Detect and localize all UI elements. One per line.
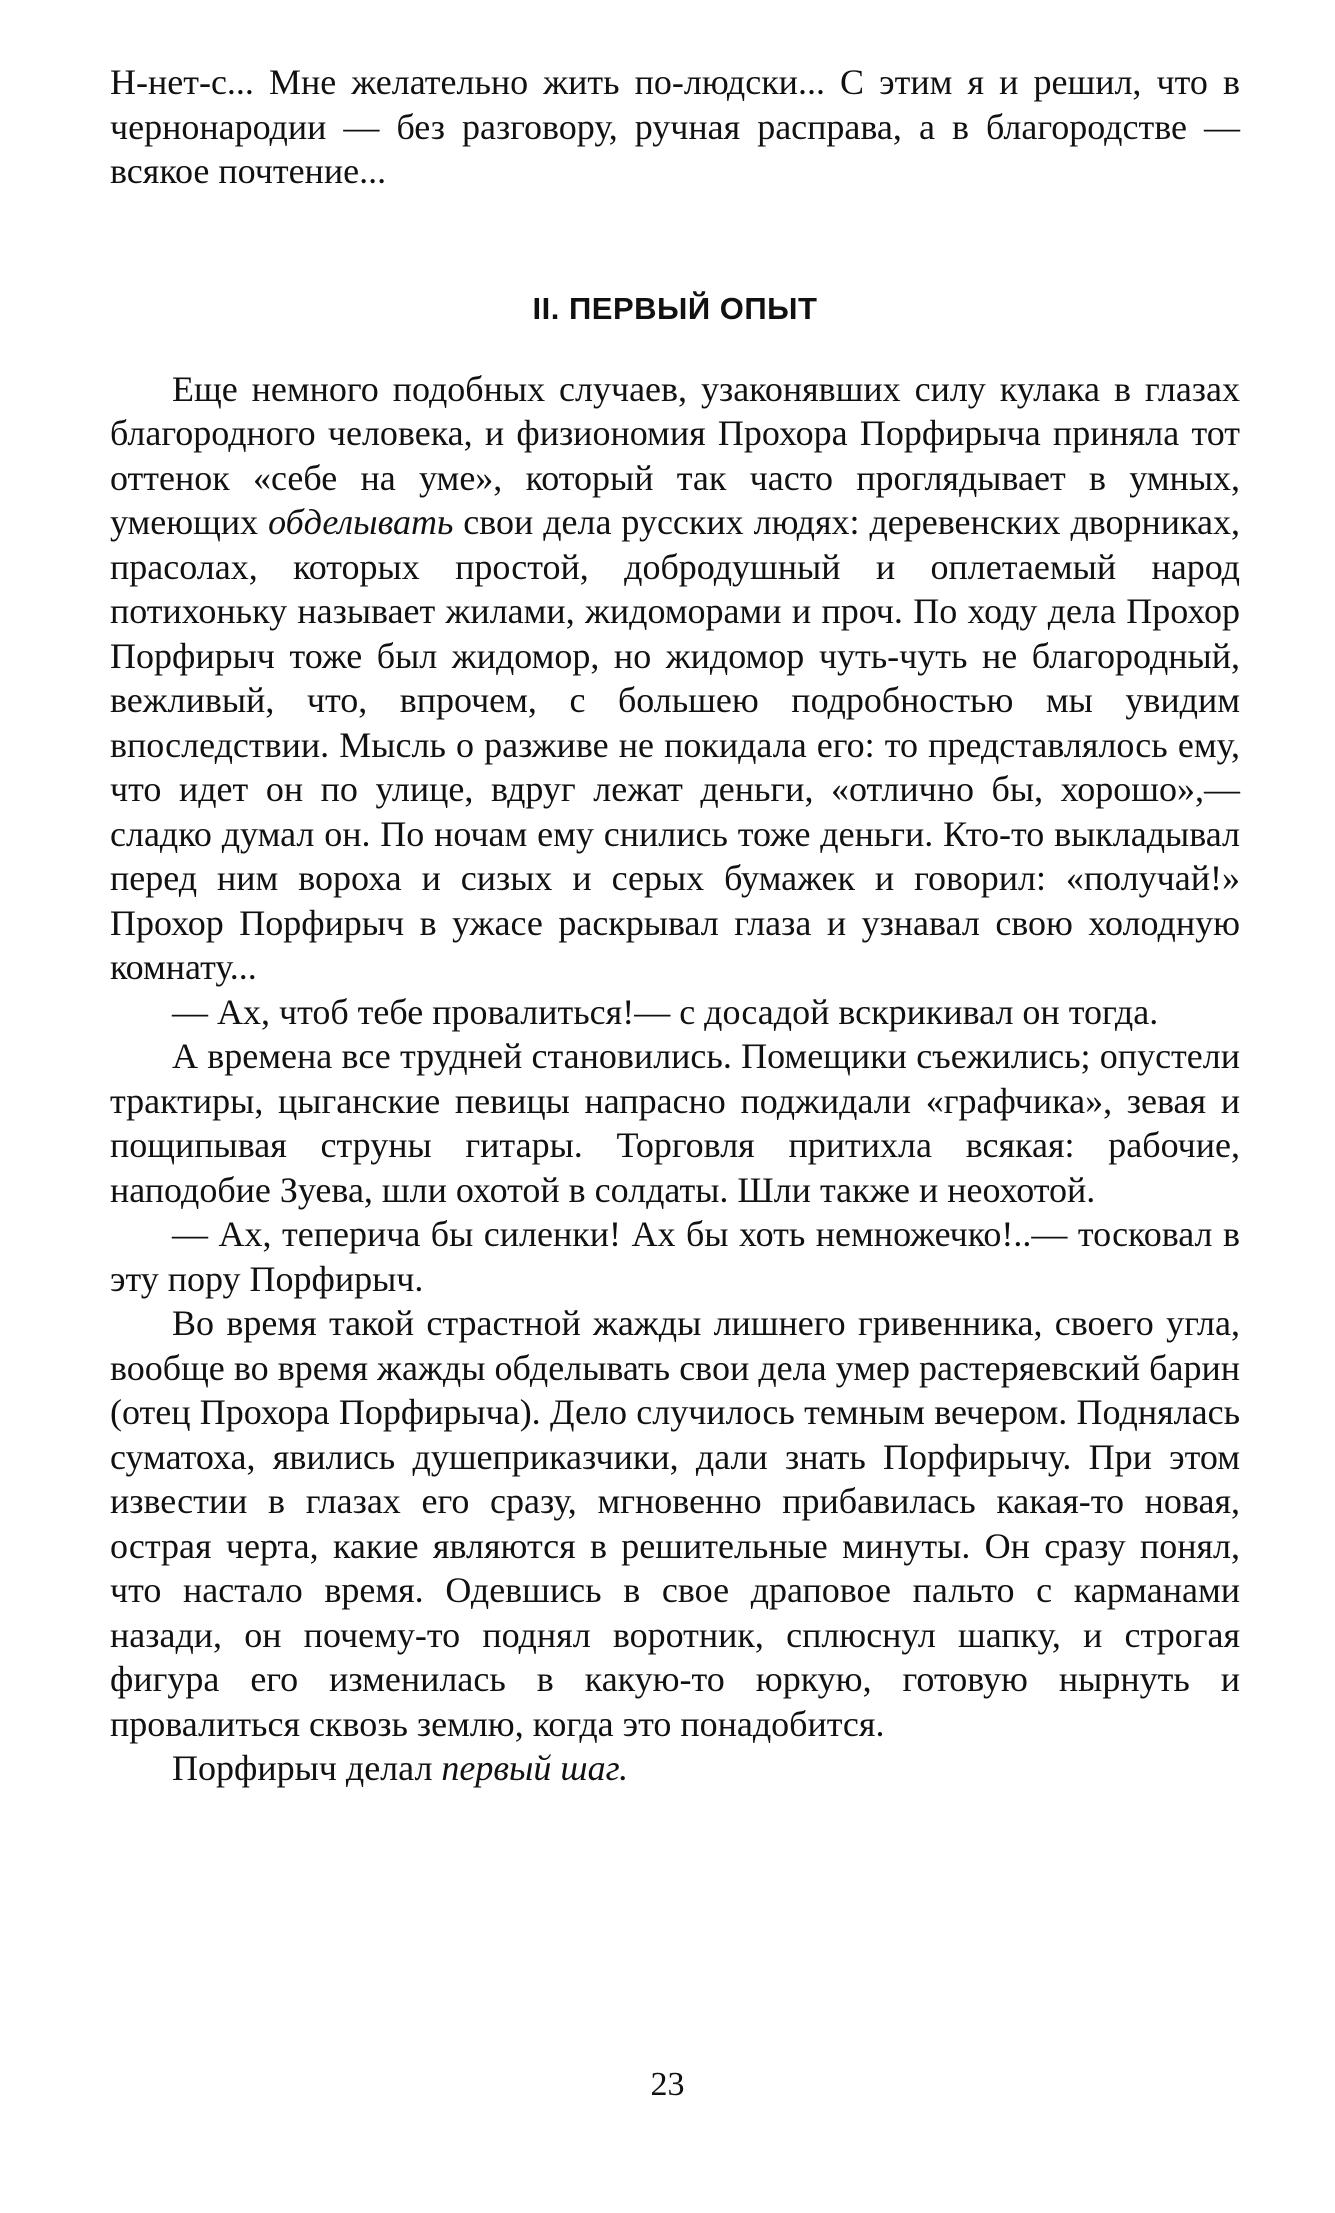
paragraph-5: Во время такой страстной жажды лишнего гривенника, своего угла, вообще во время жажды обделывать свои дела умер растеряевский барин (отец Прохора Порфирыча). Дело случилось темным вечером. Поднялась суматоха, явились душеприказчики, дали знать Порфирычу. При этом известии в глазах его сразу, мгновенно прибавилась какая-то новая, острая черта, какие являются в решительные минуты. Он сразу понял, что настало время. Одевшись в свое драповое пальто с карманами назади, он почему-то поднял воротник, сплюснул шапку, и строгая фигура его изменилась в какую-то юркую, готовую нырнуть и провалиться сквозь землю, когда это понадобится. bbox=[110, 1303, 1240, 1744]
paragraph-6 bbox=[110, 1746, 1240, 1791]
paragraph-3: А времена все трудней становились. Помещики съежились; опустели трактиры, цыганские певицы напрасно поджидали «графчика», зевая и пощипывая струны гитары. Торговля притихла всякая: рабочие, наподобие Зуева, шли охотой в солдаты. Шли также и неохотой. bbox=[110, 1036, 1240, 1210]
paragraph-1-text-a: Еще немного подобных случаев, узаконявших силу кулака в глазах благородного человека, и физиономия Прохора Порфирыча приняла тот оттенок «себе на уме», который так часто проглядывает в умных, умеющих bbox=[110, 368, 1240, 542]
page-number: 23 bbox=[650, 2066, 685, 2103]
book-page bbox=[110, 60, 1240, 1791]
paragraph-1-italic: обделывать bbox=[268, 502, 454, 542]
paragraph-6-italic: первый шаг. bbox=[441, 1748, 629, 1788]
paragraph-1-text-b: свои дела русских людях: деревенских дворниках, прасолах, которых простой, добродушный и оплетаемый народ потихоньку называет жилами, жидоморами и проч. По ходу дела Прохор Порфирыч тоже был жидомор, но жидомор чуть-чуть не благородный, вежливый, что, впрочем, с большею подробностью мы увидим впоследствии. Мысль о разживе не покидала его: то представлялось ему, что идет он по улице, вдруг лежат деньги, «отлично бы, хорошо»,— сладко думал он. По ночам ему снились тоже деньги. Кто-то выкладывал перед ним вороха и сизых и серых бумажек и говорил: «получай!» Прохор Порфирыч в ужасе раскрывал глаза и узнавал свою холодную комнату... bbox=[110, 502, 1240, 987]
section-title: II. ПЕРВЫЙ ОПЫТ bbox=[532, 290, 818, 326]
paragraph-6-text: Порфирыч делал bbox=[172, 1748, 442, 1788]
paragraph-4: — Ах, теперича бы силенки! Ах бы хоть немножечко!..— тосковал в эту пору Порфирыч. bbox=[110, 1214, 1240, 1299]
paragraph-1 bbox=[110, 367, 1240, 990]
top-paragraph: Н-нет-с... Мне желательно жить по-людски... С этим я и решил, что в чернонародии — без разговору, ручная расправа, а в благородстве — всякое почтение... bbox=[110, 62, 1240, 191]
paragraph-2: — Ах, чтоб тебе провалиться!— с досадой вскрикивал он тогда. bbox=[172, 991, 1159, 1032]
